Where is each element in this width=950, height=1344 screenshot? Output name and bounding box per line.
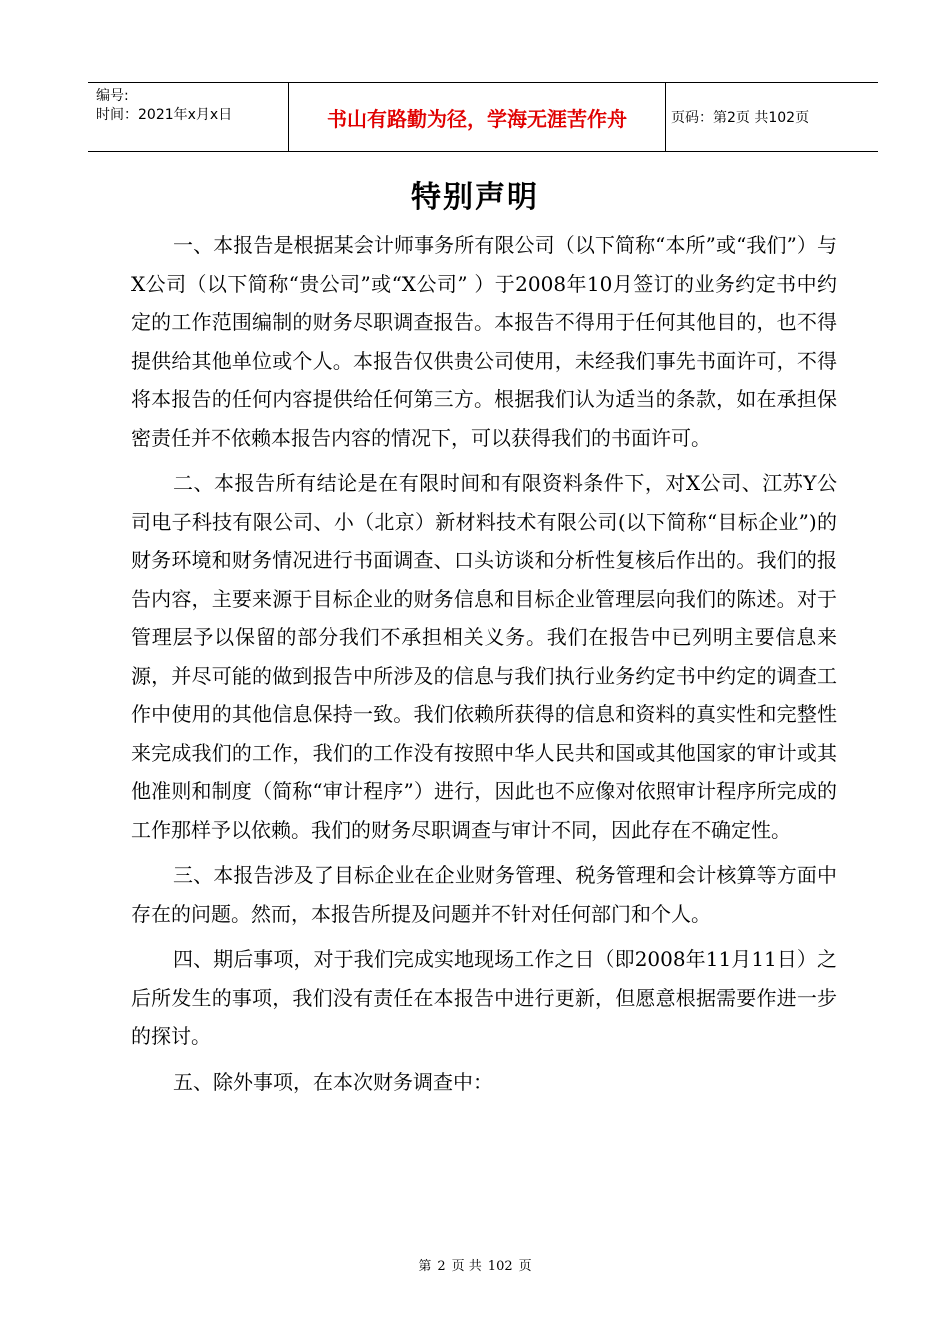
footer-suffix: 页: [518, 1259, 532, 1274]
document-time-label: 时间：2021年x月x日: [96, 107, 233, 123]
header-motto-cell: [288, 83, 666, 151]
paragraph-2: 二、本报告所有结论是在有限时间和有限资料条件下，对X公司、江苏Y公司电子科技有限公司、小（北京）新材料技术有限公司(以下简称“目标企业”)的财务环境和财务情况进行书面调查、口头访谈和分析性复核后作出的。我们的报告内容，主要来源于目标企业的财务信息和目标企业管理层向我们的陈述。对于管理层予以保留的部分我们不承担相关义务。我们在报告中已列明主要信息来源，并尽可能的做到报告中所涉及的信息与我们执行业务约定书中约定的调查工作中使用的其他信息保持一致。我们依赖所获得的信息和资料的真实性和完整性来完成我们的工作，我们的工作没有按照中华人民共和国或其他国家的审计或其他准则和制度（简称“审计程序”）进行，因此也不应像对依照审计程序所完成的工作那样予以依赖。我们的财务尽职调查与审计不同，因此存在不确定性。: [131, 471, 837, 842]
header-page-label: 页码：第2页 共102页: [671, 110, 810, 126]
page-title: 特别声明: [411, 180, 539, 215]
header-motto: 书山有路勤为径，学海无涯苦作舟: [327, 106, 627, 131]
document-body: [131, 226, 837, 1108]
paragraph-1: 一、本报告是根据某会计师事务所有限公司（以下简称“本所”或“我们”）与X公司（以下简称“贵公司”或“X公司” ）于2008年10月签订的业务约定书中约定的工作范围编制的财务尽职调查报告。本报告不得用于任何其他目的，也不得提供给其他单位或个人。本报告仅供贵公司使用，未经我们事先书面许可，不得将本报告的任何内容提供给任何第三方。根据我们认为适当的条款，如在承担保密责任并不依赖本报告内容的情况下，可以获得我们的书面许可。: [131, 233, 837, 450]
paragraph-4: 四、期后事项，对于我们完成实地现场工作之日（即2008年11月11日）之后所发生的事项，我们没有责任在本报告中进行更新，但愿意根据需要作进一步的探讨。: [131, 947, 837, 1048]
paragraph-3: 三、本报告涉及了目标企业在企业财务管理、税务管理和会计核算等方面中存在的问题。然而，本报告所提及问题并不针对任何部门和个人。: [131, 863, 837, 926]
footer-page-number: 2: [437, 1259, 446, 1274]
paragraph-5: 五、除外事项，在本次财务调查中：: [173, 1069, 493, 1094]
page-footer: [0, 1255, 950, 1274]
header-meta: [96, 87, 291, 125]
document-number-label: 编号:: [96, 88, 129, 104]
page-header: [88, 82, 878, 152]
footer-total-pages: 102: [487, 1259, 513, 1274]
footer-mid: 页 共: [451, 1259, 482, 1274]
footer-prefix: 第: [418, 1259, 432, 1274]
